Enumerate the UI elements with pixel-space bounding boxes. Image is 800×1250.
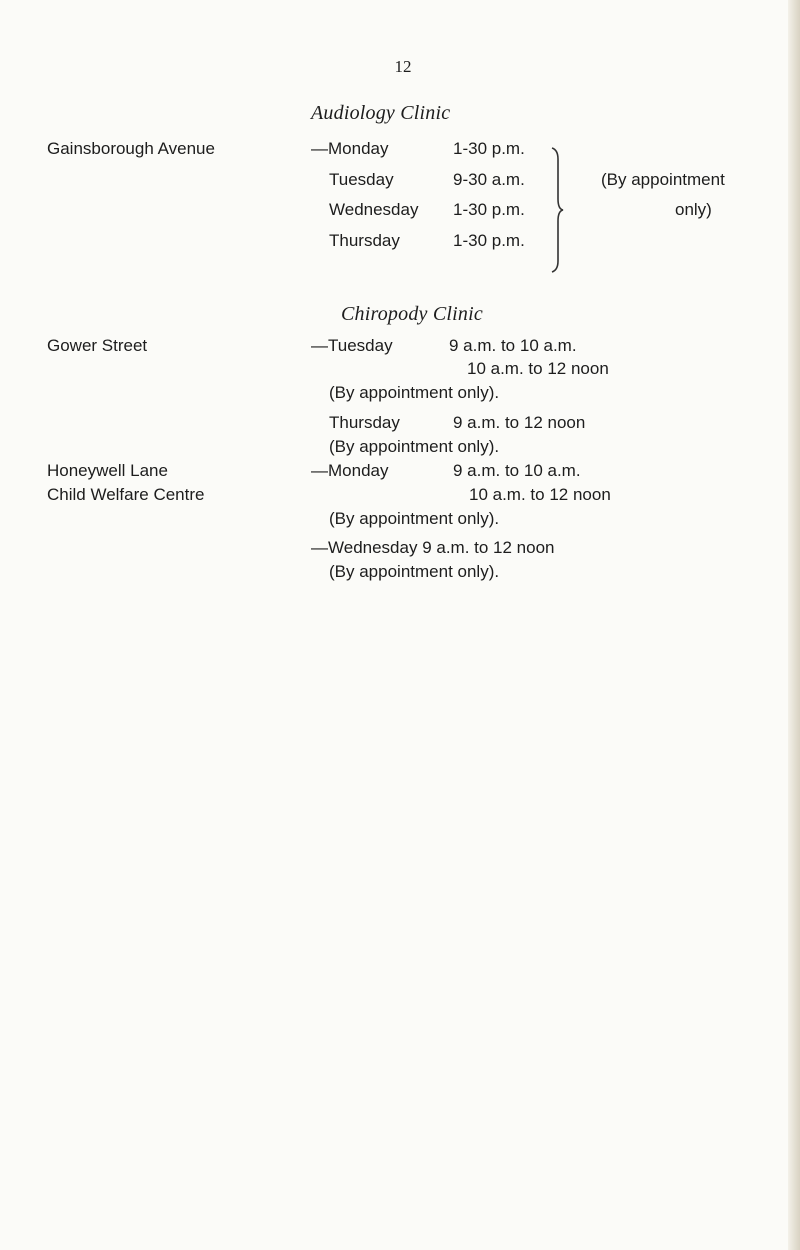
chiropody-clinic-title: Chiropody Clinic bbox=[341, 303, 483, 325]
audiology-day-monday: —Monday bbox=[311, 139, 389, 158]
gower-line4-day: Thursday bbox=[329, 413, 400, 432]
audiology-location: Gainsborough Avenue bbox=[47, 139, 215, 158]
gower-line2-time: 10 a.m. to 12 noon bbox=[467, 359, 609, 378]
honeywell-line5-note: (By appointment only). bbox=[329, 562, 500, 581]
audiology-note-line1: (By appointment bbox=[601, 170, 725, 189]
audiology-day-wednesday: Wednesday bbox=[329, 200, 419, 219]
page-number: 12 bbox=[394, 57, 412, 76]
right-brace bbox=[550, 147, 566, 273]
honeywell-line1-time: 9 a.m. to 10 a.m. bbox=[453, 461, 581, 480]
honeywell-line4-text: —Wednesday 9 a.m. to 12 noon bbox=[311, 538, 555, 557]
gower-line1-day: —Tuesday bbox=[311, 336, 393, 355]
honeywell-line3-note: (By appointment only). bbox=[329, 509, 500, 528]
audiology-time-tuesday: 9-30 a.m. bbox=[453, 170, 525, 189]
page-edge-shadow bbox=[788, 0, 800, 1250]
gower-line4-time: 9 a.m. to 12 noon bbox=[453, 413, 586, 432]
audiology-time-monday: 1-30 p.m. bbox=[453, 139, 525, 158]
audiology-clinic-title: Audiology Clinic bbox=[311, 102, 451, 124]
gower-line3-note: (By appointment only). bbox=[329, 383, 500, 402]
honeywell-line1-day: —Monday bbox=[311, 461, 389, 480]
gower-line5-note: (By appointment only). bbox=[329, 437, 500, 456]
audiology-day-thursday: Thursday bbox=[329, 231, 400, 250]
audiology-day-tuesday: Tuesday bbox=[329, 170, 394, 189]
honeywell-location-line2: Child Welfare Centre bbox=[47, 485, 205, 504]
audiology-time-wednesday: 1-30 p.m. bbox=[453, 200, 525, 219]
honeywell-line2-time: 10 a.m. to 12 noon bbox=[469, 485, 611, 504]
gower-street-location: Gower Street bbox=[47, 336, 148, 355]
gower-line1-time: 9 a.m. to 10 a.m. bbox=[449, 336, 577, 355]
honeywell-location-line1: Honeywell Lane bbox=[47, 461, 168, 480]
audiology-note-line2: only) bbox=[675, 200, 712, 219]
audiology-time-thursday: 1-30 p.m. bbox=[453, 231, 525, 250]
